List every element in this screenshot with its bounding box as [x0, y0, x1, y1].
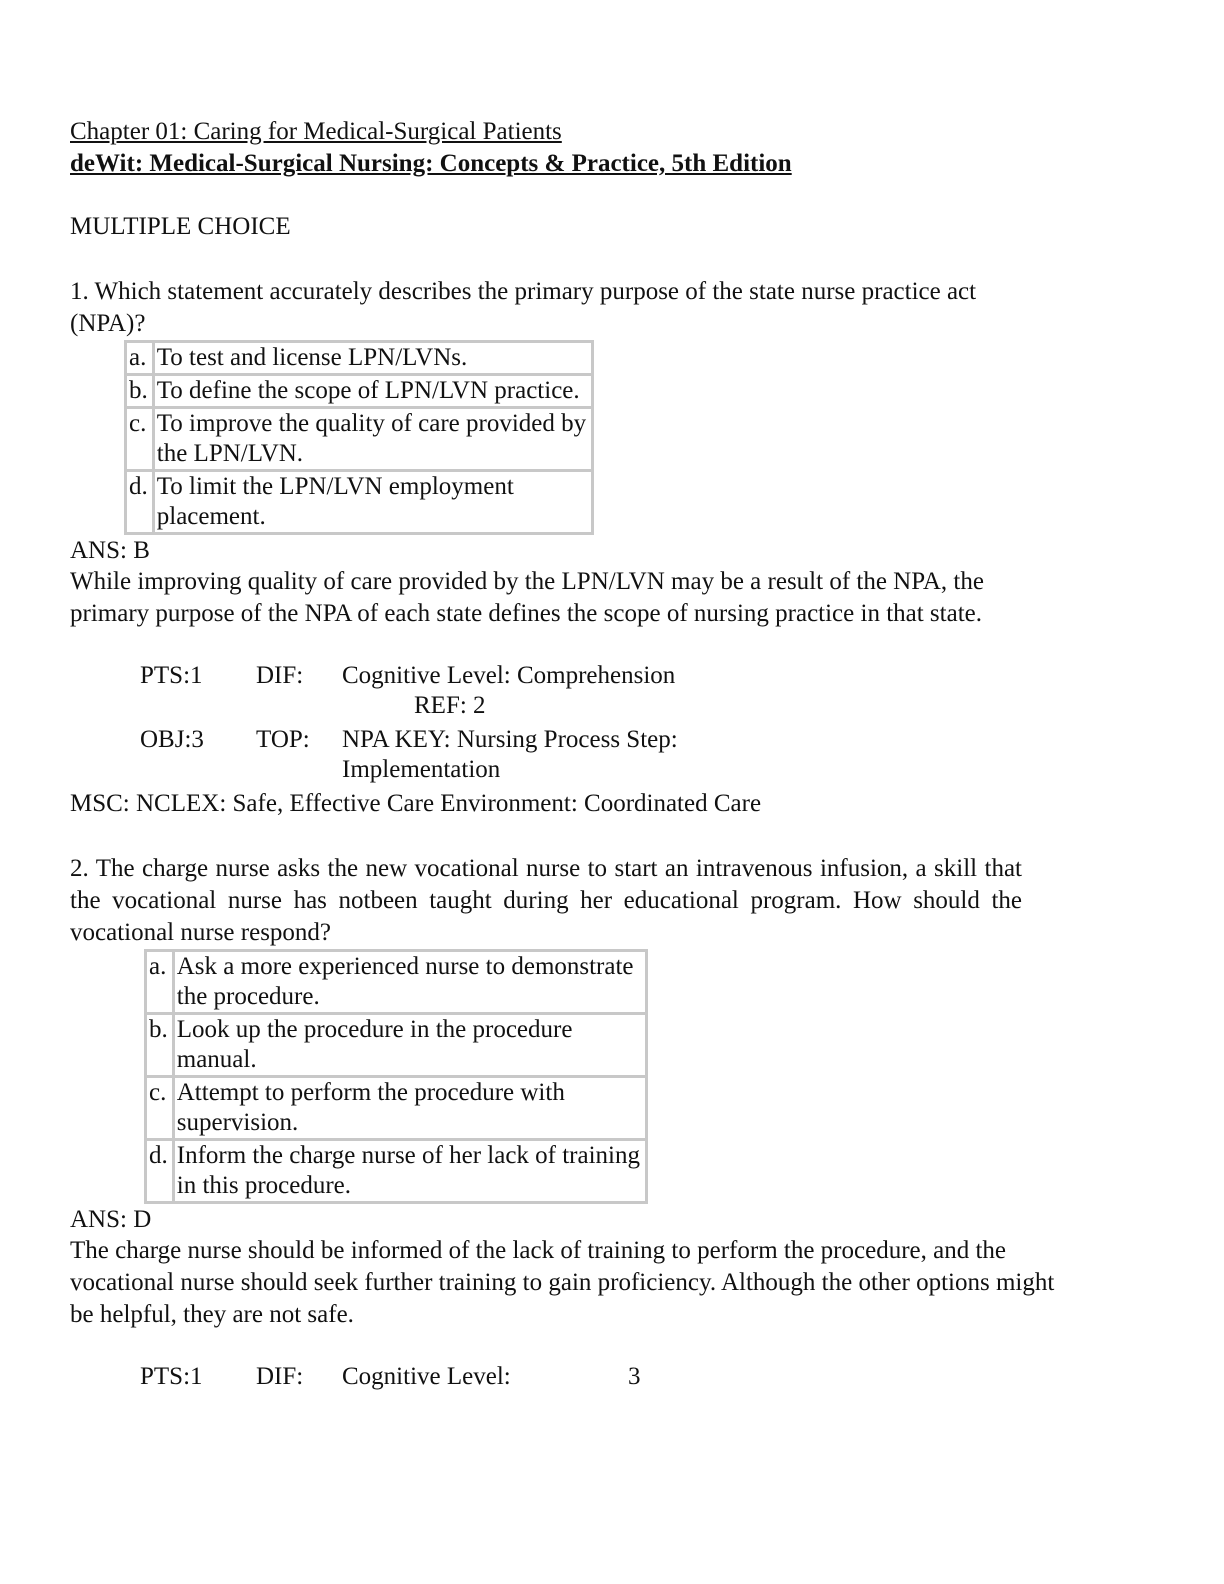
chapter-title: Chapter 01: Caring for Medical-Surgical Patients: [70, 118, 562, 145]
option-letter: d.: [126, 471, 154, 534]
option-text: To limit the LPN/LVN employment placement.: [153, 471, 592, 534]
topic-value: NPA KEY: Nursing Process Step:: [342, 726, 678, 753]
option-row: [126, 375, 593, 408]
difficulty-label: DIF:: [256, 662, 304, 689]
option-row: [146, 1140, 647, 1203]
topic-value-continued: Implementation: [342, 756, 501, 783]
question-1: [70, 276, 1160, 820]
question-metadata: [70, 1361, 1160, 1401]
option-text: To improve the quality of care provided by the LPN/LVN.: [153, 408, 592, 471]
option-letter: c.: [126, 408, 154, 471]
option-text: Ask a more experienced nurse to demonstrate the procedure.: [173, 951, 646, 1014]
topic-label: TOP:: [256, 726, 310, 753]
section-heading: MULTIPLE CHOICE: [70, 213, 291, 240]
rationale: The charge nurse should be informed of the lack of training to perform the procedure, and the vocational nurse should seek further training to gain proficiency. Although the other options might be helpful, they are not safe.: [70, 1237, 1055, 1328]
points: PTS:1: [140, 1363, 203, 1390]
option-row: [126, 408, 593, 471]
option-row: [146, 951, 647, 1014]
option-letter: b.: [146, 1014, 174, 1077]
option-text: Look up the procedure in the procedure manual.: [173, 1014, 646, 1077]
question-2: [70, 853, 1160, 1401]
rationale: While improving quality of care provided by the LPN/LVN may be a result of the NPA, the primary purpose of the NPA of each state defines the scope of nursing practice in that state.: [70, 568, 984, 627]
document-page: [70, 116, 1160, 1401]
option-letter: b.: [126, 375, 154, 408]
msc-line: MSC: NCLEX: Safe, Effective Care Environment: Coordinated Care: [70, 790, 762, 817]
option-letter: a.: [146, 951, 174, 1014]
difficulty-label: DIF:: [256, 1363, 304, 1390]
option-row: [146, 1077, 647, 1140]
answer-key: ANS: B: [70, 537, 150, 564]
book-title: deWit: Medical-Surgical Nursing: Concepts & Practice, 5th Edition: [70, 150, 792, 177]
option-text: To define the scope of LPN/LVN practice.: [153, 375, 592, 408]
difficulty-value: Cognitive Level:: [342, 1363, 511, 1390]
option-row: [126, 471, 593, 534]
reference: REF: 2: [414, 692, 486, 719]
option-letter: c.: [146, 1077, 174, 1140]
option-letter: d.: [146, 1140, 174, 1203]
options-table: [124, 340, 594, 535]
options-table: [144, 949, 648, 1204]
option-letter: a.: [126, 342, 154, 375]
reference-value: 3: [628, 1363, 641, 1390]
difficulty-value: Cognitive Level: Comprehension: [342, 662, 676, 689]
option-row: [126, 342, 593, 375]
question-stem: 1. Which statement accurately describes the primary purpose of the state nurse practice act (NPA)?: [70, 278, 977, 337]
objective: OBJ:3: [140, 726, 204, 753]
option-text: Inform the charge nurse of her lack of training in this procedure.: [173, 1140, 646, 1203]
question-metadata: [70, 660, 1160, 788]
option-text: To test and license LPN/LVNs.: [153, 342, 592, 375]
option-text: Attempt to perform the procedure with supervision.: [173, 1077, 646, 1140]
answer-key: ANS: D: [70, 1206, 152, 1233]
question-stem: 2. The charge nurse asks the new vocational nurse to start an intravenous infusion, a skill that the vocational nurse has notbeen taught during her educational program. How should the vocational nurse respond?: [70, 855, 1022, 946]
points: PTS:1: [140, 662, 203, 689]
option-row: [146, 1014, 647, 1077]
